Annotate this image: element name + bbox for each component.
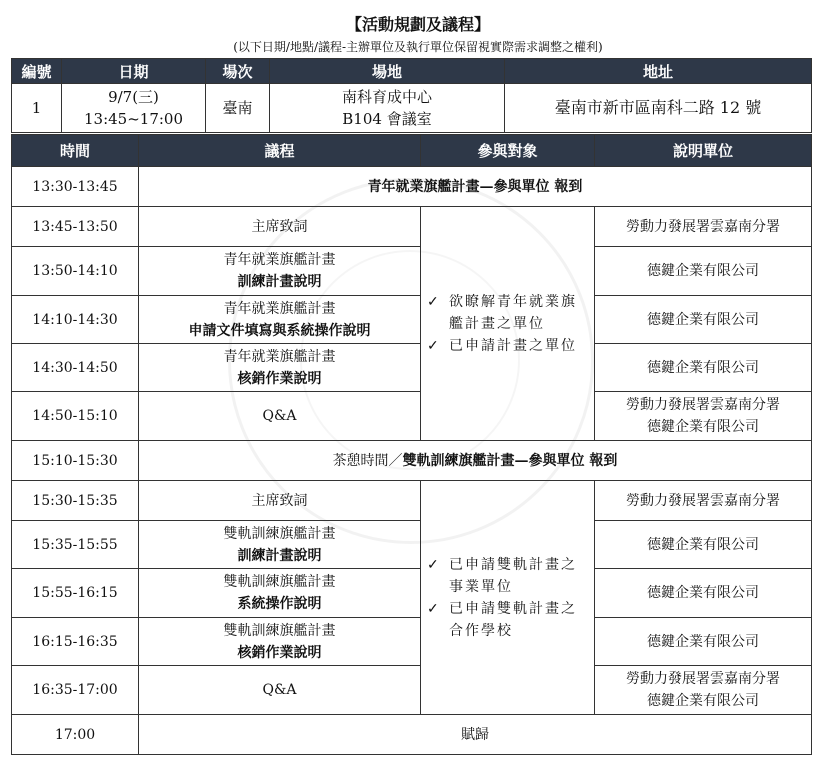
header-unit: 說明單位 (595, 135, 812, 167)
agenda-topic: 核銷作業說明 (237, 644, 322, 661)
event-date-day: 9/7(三) (108, 88, 159, 106)
time-cell: 16:35-17:00 (12, 666, 139, 715)
agenda-plan: 青年就業旗艦計畫 (223, 300, 336, 317)
agenda-cell (139, 296, 421, 344)
header-address: 地址 (505, 59, 812, 84)
registration-row-1 (12, 167, 812, 207)
header-time: 時間 (12, 135, 139, 167)
checkmark-icon: ✓ (427, 600, 441, 617)
audience-text: 已申請雙軌計畫之合作學校 (449, 600, 577, 639)
unit-cell (595, 392, 812, 441)
unit-cell: 德鍵企業有限公司 (595, 569, 812, 618)
schedule-header-row (12, 135, 812, 167)
unit-cell: 德鍵企業有限公司 (595, 344, 812, 392)
info-row (12, 84, 812, 133)
table-row (12, 521, 812, 569)
agenda-plan: 雙軌訓練旗艦計畫 (223, 525, 336, 542)
table-row (12, 569, 812, 618)
registration-text (139, 441, 812, 481)
agenda-plan: 雙軌訓練旗艦計畫 (223, 622, 336, 639)
unit-line: 德鍵企業有限公司 (647, 419, 759, 435)
header-date: 日期 (62, 59, 206, 84)
agenda-cell (139, 247, 421, 296)
audience-item (427, 335, 590, 357)
checkmark-icon: ✓ (427, 293, 441, 310)
agenda-cell: 主席致詞 (139, 481, 421, 521)
time-cell: 14:50-15:10 (12, 392, 139, 441)
event-info-table (11, 58, 812, 133)
closing-text: 賦歸 (139, 715, 812, 755)
time-cell: 16:15-16:35 (12, 618, 139, 666)
unit-cell: 勞動力發展署雲嘉南分署 (595, 207, 812, 247)
page-subtitle: (以下日期/地點/議程-主辦單位及執行單位保留視實際需求調整之權利) (233, 40, 603, 54)
time-cell: 15:55-16:15 (12, 569, 139, 618)
table-row (12, 247, 812, 296)
agenda-cell: Q&A (139, 666, 421, 715)
audience-text: 欲瞭解青年就業旗艦計畫之單位 (449, 293, 577, 332)
audience-cell-2 (421, 481, 595, 715)
table-row (12, 666, 812, 715)
audience-text: 已申請雙軌計畫之事業單位 (449, 556, 577, 595)
agenda-plan: 青年就業旗艦計畫 (223, 348, 336, 365)
agenda-cell: 主席致詞 (139, 207, 421, 247)
registration-bold-text: 雙軌訓練旗艦計畫—參與單位 報到 (402, 452, 618, 469)
event-date (62, 84, 206, 133)
header-audience: 參與對象 (421, 135, 595, 167)
event-date-time: 13:45~17:00 (83, 110, 184, 128)
time-cell: 15:30-15:35 (12, 481, 139, 521)
time-cell: 13:45-13:50 (12, 207, 139, 247)
registration-row-2 (12, 441, 812, 481)
table-row (12, 618, 812, 666)
registration-text: 青年就業旗艦計畫—參與單位 報到 (139, 167, 812, 207)
venue-name: 南科育成中心 (341, 88, 432, 106)
header-session: 場次 (206, 59, 270, 84)
event-session: 臺南 (206, 84, 270, 133)
agenda-cell (139, 618, 421, 666)
time-cell: 15:35-15:55 (12, 521, 139, 569)
audience-text: 已申請計畫之單位 (449, 337, 577, 354)
audience-item (427, 554, 590, 598)
header-venue: 場地 (270, 59, 505, 84)
audience-item (427, 598, 590, 642)
time-cell: 15:10-15:30 (12, 441, 139, 481)
unit-cell: 德鍵企業有限公司 (595, 618, 812, 666)
table-row (12, 481, 812, 521)
table-row (12, 392, 812, 441)
time-cell: 14:30-14:50 (12, 344, 139, 392)
time-cell: 14:10-14:30 (12, 296, 139, 344)
unit-cell: 德鍵企業有限公司 (595, 247, 812, 296)
event-venue (270, 84, 505, 133)
agenda-topic: 系統操作說明 (237, 596, 322, 612)
unit-cell: 勞動力發展署雲嘉南分署 (595, 481, 812, 521)
schedule-table (11, 134, 812, 755)
table-row (12, 207, 812, 247)
agenda-plan: 青年就業旗艦計畫 (223, 252, 336, 268)
info-header-row (12, 59, 812, 84)
time-cell: 13:50-14:10 (12, 247, 139, 296)
agenda-topic: 訓練計畫說明 (237, 274, 322, 290)
header-agenda: 議程 (139, 135, 421, 167)
checkmark-icon: ✓ (427, 337, 441, 354)
unit-cell (595, 666, 812, 715)
event-number: 1 (12, 84, 62, 133)
agenda-plan: 雙軌訓練旗艦計畫 (223, 574, 336, 590)
header-number: 編號 (12, 59, 62, 84)
time-cell: 17:00 (12, 715, 139, 755)
unit-cell: 德鍵企業有限公司 (595, 521, 812, 569)
time-cell: 13:30-13:45 (12, 167, 139, 207)
venue-room: B104 會議室 (342, 110, 432, 128)
agenda-cell: Q&A (139, 392, 421, 441)
audience-cell-1 (421, 207, 595, 441)
break-text: 茶憩時間／ (332, 452, 403, 469)
table-row (12, 296, 812, 344)
agenda-cell (139, 521, 421, 569)
audience-item (427, 291, 590, 335)
agenda-topic: 核銷作業說明 (237, 370, 322, 387)
event-address: 臺南市新市區南科二路 12 號 (505, 84, 812, 133)
unit-line: 勞動力發展署雲嘉南分署 (626, 671, 780, 687)
checkmark-icon: ✓ (427, 556, 441, 573)
agenda-cell (139, 344, 421, 392)
agenda-topic: 訓練計畫說明 (237, 547, 322, 564)
agenda-topic: 申請文件填寫與系統操作說明 (188, 322, 371, 339)
agenda-cell (139, 569, 421, 618)
unit-cell: 德鍵企業有限公司 (595, 296, 812, 344)
unit-line: 德鍵企業有限公司 (647, 693, 759, 709)
table-row (12, 344, 812, 392)
closing-row (12, 715, 812, 755)
unit-line: 勞動力發展署雲嘉南分署 (626, 397, 780, 413)
page-title: 【活動規劃及議程】 (345, 15, 490, 34)
